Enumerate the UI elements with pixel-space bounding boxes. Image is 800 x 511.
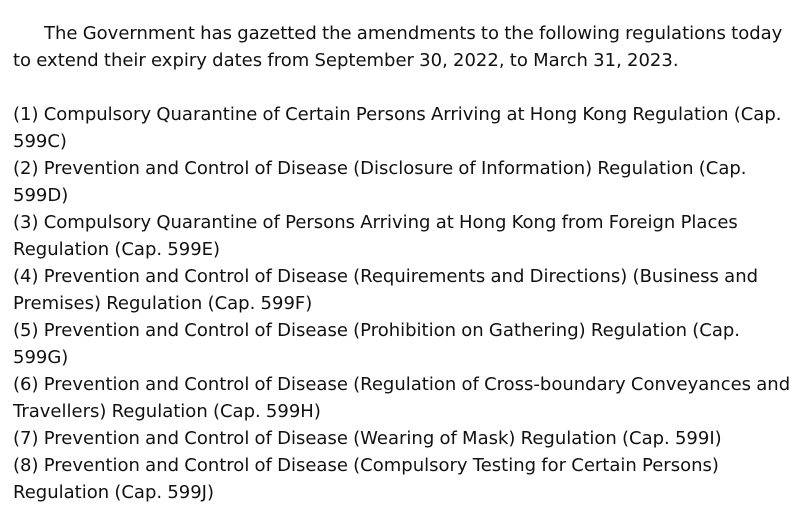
regulation-list	[13, 101, 793, 506]
regulation-item-5: (5) Prevention and Control of Disease (Prohibition on Gathering) Regulation (Cap. 599G)	[13, 320, 740, 368]
regulation-item-4: (4) Prevention and Control of Disease (Requirements and Directions) (Business and Premises) Regulation (Cap. 599F)	[13, 266, 759, 314]
regulation-item-1: (1) Compulsory Quarantine of Certain Persons Arriving at Hong Kong Regulation (Cap. 599C)	[13, 104, 782, 152]
regulation-item-3: (3) Compulsory Quarantine of Persons Arriving at Hong Kong from Foreign Places Regulation (Cap. 599E)	[13, 212, 738, 260]
lead-paragraph: The Government has gazetted the amendments to the following regulations today to extend their expiry dates from September 30, 2022, to March 31, 2023.	[13, 23, 783, 71]
paragraph-spacer	[13, 74, 793, 101]
document-body	[13, 20, 793, 506]
regulation-item-8: (8) Prevention and Control of Disease (Compulsory Testing for Certain Persons) Regulation (Cap. 599J)	[13, 455, 719, 503]
regulation-item-2: (2) Prevention and Control of Disease (Disclosure of Information) Regulation (Cap. 599D)	[13, 158, 747, 206]
regulation-item-6: (6) Prevention and Control of Disease (Regulation of Cross-boundary Conveyances and Travellers) Regulation (Cap. 599H)	[13, 374, 791, 422]
regulation-item-7: (7) Prevention and Control of Disease (Wearing of Mask) Regulation (Cap. 599I)	[13, 428, 722, 449]
